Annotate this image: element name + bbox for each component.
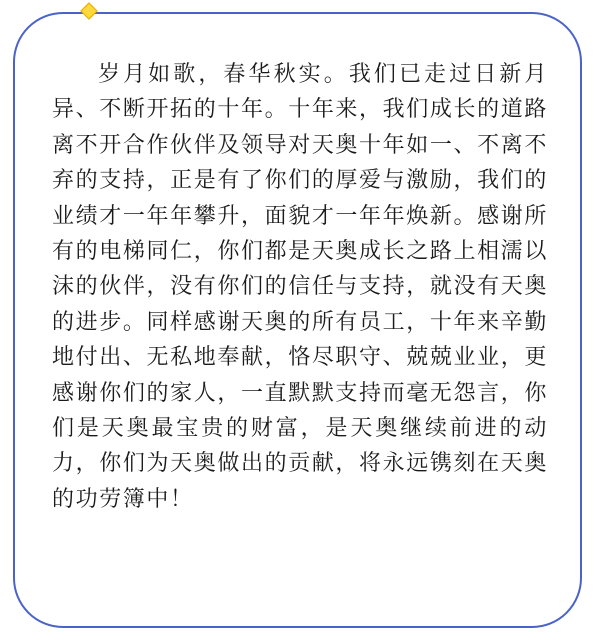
letter-paragraph: 岁月如歌，春华秋实。我们已走过日新月异、不断开拓的十年。十年来，我们成长的道路离不开合作伙伴及领导对天奥十年如一、不离不弃的支持，正是有了你们的厚爱与激励，我们的业绩才一年年攀升，面貌才一年年焕新。感谢所有的电梯同仁，你们都是天奥成长之路上相濡以沫的伙伴，没有你们的信任与支持，就没有天奥的进步。同样感谢天奥的所有员工，十年来辛勤地付出、无私地奉献，恪尽职守、兢兢业业，更感谢你们的家人，一直默默支持而毫无怨言，你们是天奥最宝贵的财富，是天奥继续前进的动力，你们为天奥做出的贡献，将永远镌刻在天奥的功劳簿中！ [52,62,548,512]
diamond-icon [80,2,98,20]
letter-body [52,57,548,609]
